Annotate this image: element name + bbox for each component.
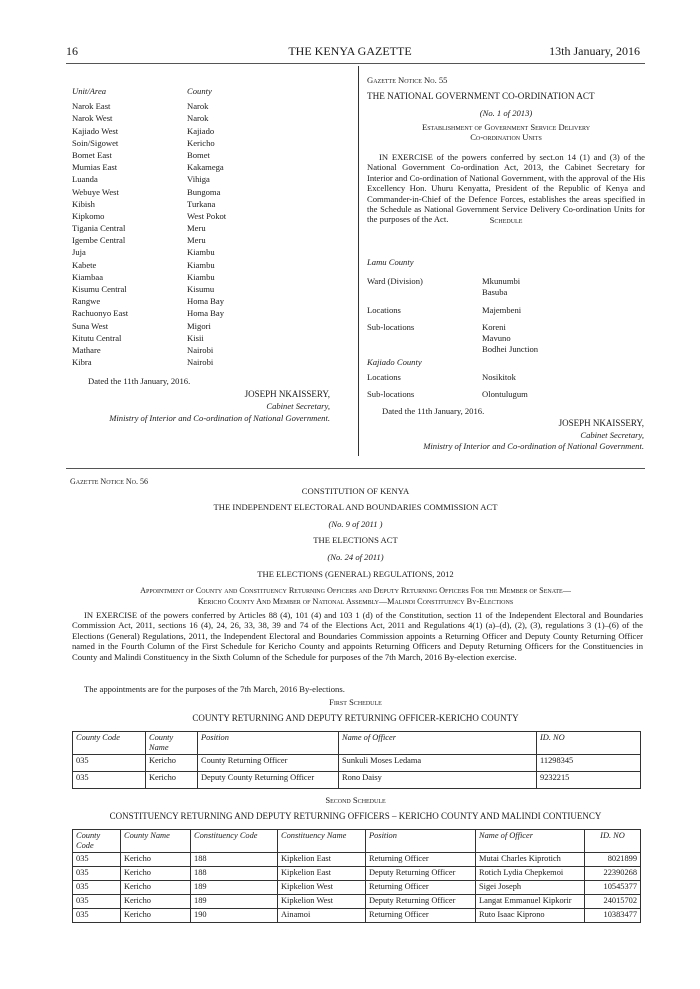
notice-56-heading-4: THE ELECTIONS ACT: [313, 535, 398, 545]
table-row: [73, 909, 641, 923]
table-cell: 24015702: [585, 895, 641, 909]
section-rule: [66, 468, 645, 469]
notice-56-heading-3: (No. 9 of 2011 ): [328, 519, 383, 529]
ministry: Ministry of Interior and Co-ordination of National Government.: [423, 441, 644, 451]
list-item: [72, 295, 352, 307]
unit-area: Kisumu Central: [72, 284, 127, 294]
county: Kisii: [187, 332, 204, 343]
table-cell: Kipkelion West: [278, 881, 366, 895]
county: Homa Bay: [187, 308, 224, 319]
column-header: Constituency Code: [191, 830, 278, 853]
notice-56-heading-6: THE ELECTIONS (GENERAL) REGULATIONS, 2012: [257, 569, 454, 579]
table-cell: 035: [73, 909, 121, 923]
county: Kiambu: [187, 247, 215, 258]
table-cell: 11298345: [537, 755, 641, 772]
list-item: [72, 222, 352, 234]
table-cell: Kericho: [121, 853, 191, 867]
notice-55-act-no: (No. 1 of 2013): [479, 108, 533, 118]
kajiado-county: Kajiado County: [367, 357, 422, 367]
county: Meru: [187, 223, 206, 234]
unit-area: Webuye West: [72, 186, 119, 197]
signatory-title: Cabinet Secretary,: [580, 430, 644, 440]
table-cell: Sunkuli Moses Ledama: [339, 755, 537, 772]
county: Narok: [187, 113, 209, 124]
kajiado-locations: Locations Nosikitok: [367, 372, 516, 382]
lamu-wards: Ward (Division) Mkunumbi Basuba: [367, 276, 521, 297]
unit-area: Luanda: [72, 174, 98, 185]
list-item: [72, 320, 352, 332]
table-cell: Mutai Charles Kiprotich: [476, 853, 585, 867]
notice-56-heading-2: THE INDEPENDENT ELECTORAL AND BOUNDARIES COMMISSION ACT: [213, 502, 498, 512]
table-cell: Kericho: [121, 881, 191, 895]
county: Kiambu: [187, 271, 215, 282]
unit-area: Rangwe: [72, 296, 101, 307]
county: Kajiado: [187, 125, 215, 136]
table-row: [73, 895, 641, 909]
list-item: [72, 137, 352, 149]
table-header: [73, 830, 641, 853]
table-cell: 035: [73, 881, 121, 895]
unit-area: Igembe Central: [72, 235, 126, 246]
notice-56-body: IN EXERCISE of the powers conferred by Articles 88 (4), 101 (4) and 103 1 (d) of the Constitution, section 11 of the Independent Electoral and Boundaries Commission Act, 2011, sections 16 (4), 24, 26, 33, 38, 39 and 74 of the Elections Act, 2011 and Regulations 4(1) (a)–(d), (2), (3), regulations 3 (1)–(6) of the Elections (General) Regulations, 2011, the Independent Electoral and Boundaries Commission appoints a Returning Officer and Deputy County Returning Officer named in the Fourth Column of the First Schedule for Kericho County and appoints Returning Officers and Deputy Returning Officers for the Constituencies in County and Malindi Constituency in the Sixth Column of the Schedule for purposes of the 7th March, 2016 By-election exercise.: [72, 610, 643, 662]
unit-area: Juja: [72, 247, 86, 258]
table-row: [73, 867, 641, 881]
table-cell: Kericho: [146, 755, 198, 772]
column-header: County Code: [73, 732, 146, 755]
county: Bungoma: [187, 186, 221, 197]
table-cell: 035: [73, 755, 146, 772]
lamu-sublocations: Sub-locations Koreni Mavuno Bodhei Junction: [367, 322, 539, 354]
first-schedule-label: First Schedule: [329, 697, 382, 707]
unit-area: Narok East: [72, 101, 111, 112]
county: Vihiga: [187, 174, 210, 185]
column-header: Name of Officer: [339, 732, 537, 755]
table-cell: Kericho: [146, 772, 198, 789]
table-cell: 189: [191, 881, 278, 895]
page-number: 16: [66, 44, 78, 58]
table-cell: Rono Daisy: [339, 772, 537, 789]
column-divider: [358, 66, 359, 456]
column-header: County Name: [146, 732, 198, 755]
list-item: [72, 198, 352, 210]
notice-56-heading-1: CONSTITUTION OF KENYA: [301, 486, 410, 496]
notice-56-subject: Appointment of County and Constituency Returning Officers and Deputy Returning Officers For the Member of Senate— Kericho County And Member of National Assembly—Malindi Constituency By-Elections: [140, 586, 571, 606]
list-item: [72, 332, 352, 344]
unit-area: Bomet East: [72, 149, 112, 160]
signatory-title: Cabinet Secretary,: [266, 401, 330, 411]
table-cell: 188: [191, 867, 278, 881]
table-cell: 10545377: [585, 881, 641, 895]
lamu-county: Lamu County: [367, 257, 414, 267]
ministry: Ministry of Interior and Co-ordination of National Government.: [109, 413, 330, 423]
column-header: County Code: [73, 830, 121, 853]
second-schedule-label: Second Schedule: [325, 795, 386, 805]
county: Kericho: [187, 137, 215, 148]
unit-area: Soin/Sigowet: [72, 137, 119, 148]
list-item: [72, 173, 352, 185]
table-cell: Deputy County Returning Officer: [198, 772, 339, 789]
list-item: [72, 210, 352, 222]
table-cell: Kipkelion West: [278, 895, 366, 909]
table-row: [73, 755, 641, 772]
notice-56-number: Gazette Notice No. 56: [70, 477, 148, 486]
notice-55-number: Gazette Notice No. 55: [367, 75, 448, 85]
second-schedule-table: [72, 829, 641, 923]
unit-area: Kibish: [72, 198, 95, 209]
list-item: [72, 356, 352, 368]
dated-line: Dated the 11th January, 2016.: [382, 406, 485, 416]
notice-56-body-2: The appointments are for the purposes of the 7th March, 2016 By-elections.: [84, 684, 345, 694]
notice-55-act: THE NATIONAL GOVERNMENT CO-ORDINATION ACT: [367, 91, 595, 101]
table-cell: 8021899: [585, 853, 641, 867]
unit-area: Narok West: [72, 113, 113, 124]
unit-area: Rachuonyo East: [72, 308, 129, 319]
unit-area: Kiambaa: [72, 271, 104, 282]
county: Nairobi: [187, 357, 214, 368]
list-item: [72, 234, 352, 246]
table-cell: Kipkelion East: [278, 853, 366, 867]
county: Migori: [187, 320, 211, 331]
table-cell: 22390268: [585, 867, 641, 881]
first-schedule-table: [72, 731, 641, 789]
table-cell: Kericho: [121, 867, 191, 881]
county: Bomet: [187, 149, 210, 160]
table-cell: 035: [73, 895, 121, 909]
col-header-county: County: [187, 86, 212, 96]
unit-area: Kipkomo: [72, 210, 105, 221]
list-item: [72, 246, 352, 258]
list-item: [72, 307, 352, 319]
list-item: [72, 271, 352, 283]
table-cell: 190: [191, 909, 278, 923]
table-cell: Deputy Returning Officer: [366, 895, 476, 909]
column-header: Constituency Name: [278, 830, 366, 853]
col-header-unit: Unit/Area: [72, 86, 107, 96]
county: Homa Bay: [187, 296, 224, 307]
list-item: [72, 186, 352, 198]
dated-line: Dated the 11th January, 2016.: [88, 376, 191, 386]
list-item: [72, 125, 352, 137]
table-cell: Kipkelion East: [278, 867, 366, 881]
table-cell: 035: [73, 867, 121, 881]
table-cell: Deputy Returning Officer: [366, 867, 476, 881]
unit-area: Kibra: [72, 357, 92, 368]
table-cell: Ainamoi: [278, 909, 366, 923]
list-item: [72, 161, 352, 173]
table-row: [73, 772, 641, 789]
list-item: [72, 259, 352, 271]
notice-56-heading-5: (No. 24 of 2011): [327, 552, 384, 562]
column-header: Position: [366, 830, 476, 853]
county: Kisumu: [187, 284, 215, 294]
signatory: JOSEPH NKAISSERY,: [558, 418, 644, 428]
table-cell: Kericho: [121, 909, 191, 923]
county: Meru: [187, 235, 206, 246]
unit-area: Tigania Central: [72, 223, 126, 234]
list-item: [72, 283, 352, 295]
list-item: [72, 149, 352, 161]
table-cell: Kericho: [121, 895, 191, 909]
second-schedule-title: CONSTITUENCY RETURNING AND DEPUTY RETURNING OFFICERS – KERICHO COUNTY AND MALINDI CONTIUENCY: [109, 811, 602, 821]
issue-date: 13th January, 2016: [549, 44, 640, 58]
table-cell: 189: [191, 895, 278, 909]
table-cell: 10383477: [585, 909, 641, 923]
table-cell: 035: [73, 772, 146, 789]
header-rule: [66, 63, 645, 64]
table-cell: 188: [191, 853, 278, 867]
column-header: County Name: [121, 830, 191, 853]
unit-area: Mathare: [72, 344, 101, 355]
table-cell: Returning Officer: [366, 881, 476, 895]
lamu-locations: Locations Majembeni: [367, 305, 522, 315]
table-cell: Langat Emmanuel Kipkorir: [476, 895, 585, 909]
county: Narok: [187, 101, 209, 112]
table-row: [73, 881, 641, 895]
table-cell: Rotich Lydia Chepkemoi: [476, 867, 585, 881]
table-cell: Ruto Isaac Kiprono: [476, 909, 585, 923]
kajiado-sublocations: Sub-locations Olontulugum: [367, 389, 528, 399]
table-cell: 9232215: [537, 772, 641, 789]
column-header: ID. NO: [537, 732, 641, 755]
gazette-title: THE KENYA GAZETTE: [288, 44, 412, 58]
table-row: [73, 853, 641, 867]
signatory: JOSEPH NKAISSERY,: [244, 389, 330, 399]
unit-area-list: [72, 85, 352, 368]
column-header: ID. NO: [585, 830, 641, 853]
unit-area: Mumias East: [72, 162, 118, 173]
unit-area: Kajiado West: [72, 125, 119, 136]
table-cell: Returning Officer: [366, 909, 476, 923]
table-cell: Sigei Joseph: [476, 881, 585, 895]
list-item: [72, 100, 352, 112]
first-schedule-title: COUNTY RETURNING AND DEPUTY RETURNING OFFICER-KERICHO COUNTY: [192, 713, 519, 723]
table-cell: County Returning Officer: [198, 755, 339, 772]
list-item: [72, 344, 352, 356]
county: West Pokot: [187, 210, 227, 221]
unit-area: Kabete: [72, 259, 97, 270]
schedule-title: Schedule: [489, 215, 523, 225]
county: Kakamega: [187, 162, 224, 173]
unit-area: Suna West: [72, 320, 109, 331]
unit-area: Kitutu Central: [72, 332, 122, 343]
county: Nairobi: [187, 344, 214, 355]
list-item: [72, 112, 352, 124]
column-header: Position: [198, 732, 339, 755]
notice-55-subject: Establishment of Government Service Delivery Co-ordination Units: [421, 122, 591, 142]
column-header: Name of Officer: [476, 830, 585, 853]
table-cell: 035: [73, 853, 121, 867]
table-cell: Returning Officer: [366, 853, 476, 867]
table-header: [73, 732, 641, 755]
county: Turkana: [187, 198, 216, 209]
county: Kiambu: [187, 259, 215, 270]
notice-55-body: IN EXERCISE of the powers conferred by sect.on 14 (1) and (3) of the National Government Co-ordination Act, 2013, the Cabinet Secretary for Interior and Co-ordination of National Government, with the approval of the His Excellency Hon. Uhuru Kenyatta, President of the Republic of Kenya and Commander-in-Chief of the Defence Forces, establishes the areas specified in the Schedule as National Government Service Delivery Co-ordination Units for the purposes of the Act.: [367, 152, 645, 225]
